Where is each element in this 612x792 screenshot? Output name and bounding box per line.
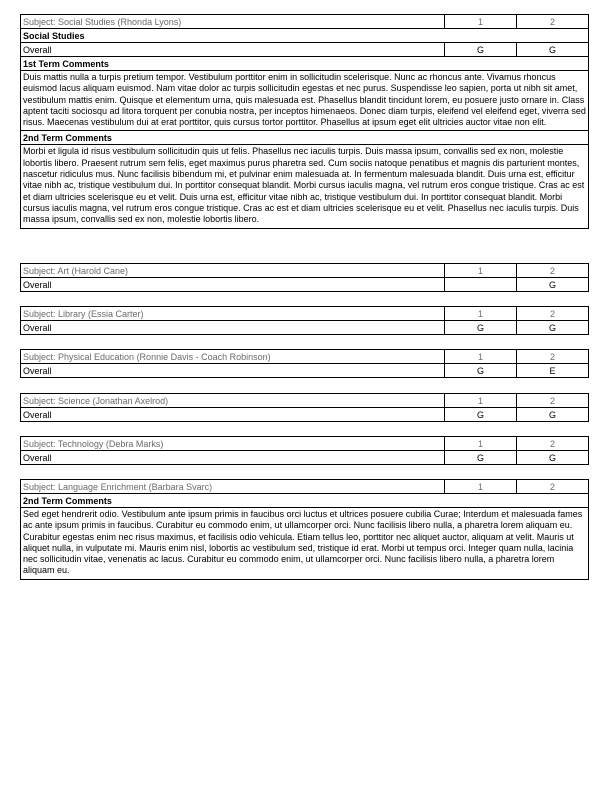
grade-term-1 <box>445 278 517 292</box>
section-title-row <box>21 29 589 43</box>
subject-block-science <box>20 393 589 422</box>
subject-table <box>20 479 589 580</box>
overall-row <box>21 321 589 335</box>
subject-table <box>20 263 589 292</box>
section-title: Social Studies <box>21 29 589 43</box>
term-2-header: 2 <box>517 264 589 278</box>
subject-header-row <box>21 307 589 321</box>
comment-text-term-2: Morbi et ligula id risus vestibulum sollicitudin quis ut felis. Phasellus nec iaculis turpis. Duis massa ipsum, convallis sed ex non, molestie lobortis libero. Praesent rutrum sem felis, eget maximus purus pharetra sed. Cum sociis natoque penatibus et magnis dis parturient montes, nascetur ridiculus mus. Nunc facilisis bibendum mi, et pulvinar enim malesuada at. In fermentum malesuada blandit. Duis urna est, efficitur vitae nibh ac, tristique vestibulum dui. In porttitor consequat blandit. Morbi cursus iaculis magna, vel rutrum eros congue tristique. Cras ac est et diam ultricies scelerisque eu et velit. Duis urna est, efficitur vitae nibh ac, tristique vestibulum dui. In porttitor consequat blandit. Morbi cursus iaculis magna, vel rutrum eros congue tristique. Cras ac est et diam ultricies scelerisque eu et velit. Phasellus nec iaculis turpis. Duis massa ipsum, convallis sed ex non, molestie lobortis libero. <box>21 145 589 228</box>
overall-label: Overall <box>21 278 445 292</box>
subject-header-row <box>21 437 589 451</box>
grade-term-2: G <box>517 408 589 422</box>
grade-term-2: G <box>517 451 589 465</box>
term-1-header: 1 <box>445 480 517 494</box>
subject-table <box>20 436 589 465</box>
term-1-header: 1 <box>445 394 517 408</box>
subject-block-social-studies <box>20 14 589 229</box>
overall-row <box>21 43 589 57</box>
comment-row <box>21 145 589 228</box>
subject-table <box>20 306 589 335</box>
overall-row <box>21 451 589 465</box>
subject-header-row <box>21 264 589 278</box>
subject-title: Subject: Language Enrichment (Barbara Svarc) <box>21 480 445 494</box>
subject-table <box>20 14 589 229</box>
subject-block-language-enrichment <box>20 479 589 580</box>
term-1-header: 1 <box>445 307 517 321</box>
grade-term-2: G <box>517 321 589 335</box>
term-1-header: 1 <box>445 15 517 29</box>
term-1-header: 1 <box>445 437 517 451</box>
term-2-header: 2 <box>517 480 589 494</box>
comment-row <box>21 508 589 580</box>
comment-title-row <box>21 57 589 71</box>
subject-header-row <box>21 394 589 408</box>
comment-title-term-2: 2nd Term Comments <box>21 494 589 508</box>
comment-text-term-1: Duis mattis nulla a turpis pretium tempor. Vestibulum porttitor enim in sollicitudin scelerisque. Nunc ac rhoncus ante. Vivamus rhoncus euismod lacus aliquam euismod. Nam vitae dolor ac turpis sollicitudin egestas et nec purus. Suspendisse leo sapien, porta ut nibh sit amet, vestibulum mattis enim. Quisque et elementum urna, quis malesuada est. Phasellus blandit tincidunt lorem, eu posuere justo ornare in. Class aptent taciti sociosqu ad litora torquent per conubia nostra, per inceptos himenaeos. Donec diam turpis, eleifend vel eleifend eget, viverra sed risus. Maecenas vestibulum dui at erat porttitor, quis cursus tortor porttitor. Phasellus at ipsum eget elit ultricies auctor vitae non elit. <box>21 71 589 131</box>
comment-row <box>21 71 589 131</box>
overall-label: Overall <box>21 321 445 335</box>
overall-label: Overall <box>21 43 445 57</box>
comment-title-term-2: 2nd Term Comments <box>21 131 589 145</box>
subject-title: Subject: Social Studies (Rhonda Lyons) <box>21 15 445 29</box>
overall-label: Overall <box>21 451 445 465</box>
grade-term-1: G <box>445 451 517 465</box>
grade-term-1: G <box>445 43 517 57</box>
subject-header-row <box>21 350 589 364</box>
subject-block-library <box>20 306 589 335</box>
subject-title: Subject: Physical Education (Ronnie Davis - Coach Robinson) <box>21 350 445 364</box>
grade-term-1: G <box>445 408 517 422</box>
grade-term-2: G <box>517 43 589 57</box>
subject-table <box>20 393 589 422</box>
term-1-header: 1 <box>445 350 517 364</box>
subject-block-physical-education <box>20 349 589 378</box>
overall-label: Overall <box>21 364 445 378</box>
term-2-header: 2 <box>517 437 589 451</box>
comment-title-row <box>21 494 589 508</box>
subject-header-row <box>21 480 589 494</box>
term-2-header: 2 <box>517 307 589 321</box>
subject-title: Subject: Library (Essia Carter) <box>21 307 445 321</box>
comment-title-term-1: 1st Term Comments <box>21 57 589 71</box>
grade-term-2: G <box>517 278 589 292</box>
subject-title: Subject: Technology (Debra Marks) <box>21 437 445 451</box>
term-2-header: 2 <box>517 15 589 29</box>
comment-title-row <box>21 131 589 145</box>
overall-row <box>21 278 589 292</box>
subject-title: Subject: Art (Harold Cane) <box>21 264 445 278</box>
subject-header-row <box>21 15 589 29</box>
subject-block-technology <box>20 436 589 465</box>
subject-title: Subject: Science (Jonathan Axelrod) <box>21 394 445 408</box>
comment-text-term-2: Sed eget hendrerit odio. Vestibulum ante ipsum primis in faucibus orci luctus et ultrices posuere cubilia Curae; Interdum et malesuada fames ac ante ipsum primis in faucibus. Curabitur eu commodo enim, ut ullamcorper orci. Nunc facilisis libero nulla, a pharetra lorem aliquam eu. Curabitur egestas enim nec risus maximus, et facilisis odio vehicula. Etiam tellus leo, porttitor nec aliquet auctor, aliquam at velit. Mauris ut aliquet nulla, in vulputate mi. Mauris enim nisl, lobortis ac vestibulum sed, tristique id erat. Morbi ut tempus orci. Integer quam nulla, lacinia nec sollicitudin vitae, venenatis ac lacus. Curabitur eu commodo enim, ut ullamcorper orci. Nunc facilisis libero nulla, a pharetra lorem aliquam eu. <box>21 508 589 580</box>
overall-row <box>21 364 589 378</box>
term-1-header: 1 <box>445 264 517 278</box>
overall-label: Overall <box>21 408 445 422</box>
overall-row <box>21 408 589 422</box>
grade-term-2: E <box>517 364 589 378</box>
grade-term-1: G <box>445 321 517 335</box>
subject-block-art <box>20 263 589 292</box>
subject-table <box>20 349 589 378</box>
term-2-header: 2 <box>517 350 589 364</box>
grade-term-1: G <box>445 364 517 378</box>
term-2-header: 2 <box>517 394 589 408</box>
